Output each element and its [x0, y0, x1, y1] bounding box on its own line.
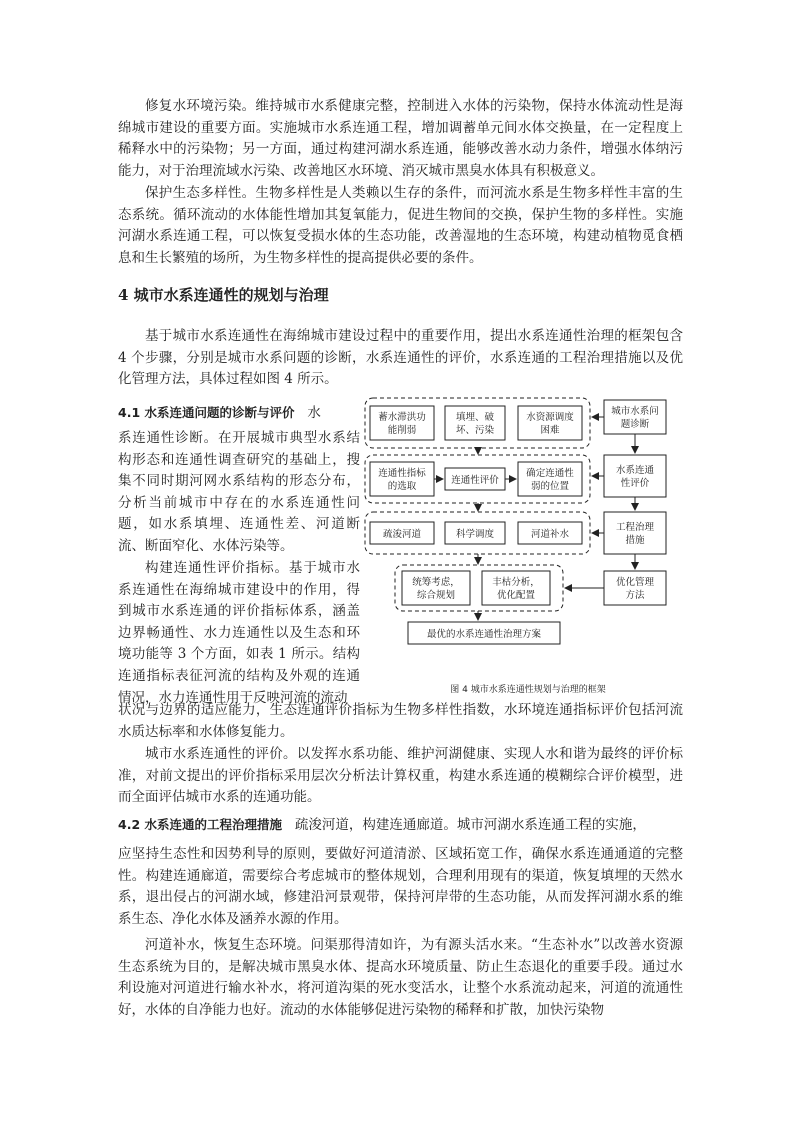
row1-item-1-a: 蓄水滞洪功 [378, 412, 426, 423]
figure-caption: 图 4 城市水系连通性规划与治理的框架 [450, 685, 606, 695]
paragraph-water-supply: 河道补水，恢复生态环境。问渠那得清如许，为有源头活水来。“生态补水”以改善水资源生态系统为目的，是解决城市黑臭水体、提高水环境质量、防止生态退化的重要手段。通过水利设施对河道进行输水补水，将河道沟渠的死水变活水，让整个水系流动起来，河道的流通性好，水体的自净能力也好。流动的水体能够促进污染物的稀释和扩散，加快污染物 [118, 937, 683, 1018]
row2-item-1-b: 的选取 [387, 481, 417, 492]
row4-item-2-a: 丰枯分析， [492, 577, 540, 588]
row1-item-2-b: 坏、污染 [455, 425, 495, 436]
step-1-b: 题诊断 [620, 419, 650, 430]
section-4-1-heading: 4.1 水系连通问题的诊断与评价 [118, 405, 295, 420]
row1-item-1-b: 能削弱 [387, 425, 417, 436]
section-4-2-line [118, 814, 683, 837]
paragraph-biodiversity: 保护生态多样性。生物多样性是人类赖以生存的条件，而河流水系是生物多样性丰富的生态系统。循环流动的水体能性增加其复氧能力，促进生物间的交换，保护生物的多样性。实施河湖水系连通工程，可以恢复受损水体的生态功能，改善湿地的生态环境，构建动植物觅食栖息和生长繁殖的场所，为生物多样性的提高提供必要的条件。 [118, 185, 683, 266]
row4-item-1-a: 统筹考虑， [412, 577, 460, 588]
step-2-b: 性评价 [620, 478, 650, 489]
section-4-1-line [118, 402, 360, 425]
row4-item-1-b: 综合规划 [416, 590, 456, 601]
section-4-1-lead: 水 [307, 405, 321, 421]
paragraph-framework-intro: 基于城市水系连通性在海绵城市建设过程中的重要作用，提出水系连通性治理的框架包含 4 个步骤，分别是城市水系问题的诊断，水系连通性的评价，水系连通的工程治理措施以及优化管理方法，具体过程如图 4 所示。 [118, 328, 683, 388]
row2-item-3-b: 弱的位置 [530, 481, 570, 492]
section-4-heading: 4 城市水系连通性的规划与治理 [118, 286, 329, 304]
paragraph-corridor: 应坚持生态性和因势利导的原则，要做好河道清淤、区域拓宽工作，确保水系连通通道的完整性。构建连通廊道，需要综合考虑城市的整体规划，合理利用现有的渠道，恢复填埋的天然水系，退出侵占的河湖水域，修建沿河景观带，保持河岸带的生态功能，从而发挥河湖水系的维系生态、净化水体及涵养水源的作用。 [118, 846, 683, 927]
row3-item-1: 疏浚河道 [382, 529, 422, 540]
section-4-2-lead: 疏浚河道，构建连通廊道。城市河湖水系连通工程的实施， [294, 817, 646, 833]
row1-item-3-a: 水资源调度 [526, 412, 574, 423]
step-4-a: 优化管理 [615, 577, 655, 588]
figure-4-flowchart [360, 392, 690, 702]
row2-item-2: 连通性评价 [451, 475, 499, 486]
column-paragraph-diagnosis: 系连通性诊断。在开展城市典型水系结构形态和连通性调查研究的基础上，搜集不同时期河网水系结构的形态分布，分析当前城市中存在的水系连通性问题，如水系填埋、连通性差、河道断流、断面窄化、水体污染等。 [118, 430, 360, 554]
row1-item-3-b: 困难 [540, 425, 560, 436]
row2-item-3-a: 确定连通性 [526, 468, 574, 479]
step-1-a: 城市水系问 [611, 406, 659, 417]
group-row-4 [395, 565, 563, 611]
paragraph-continuation: 状况与边界的适应能力，生态连通评价指标为生物多样性指数，水环境连通指标评价包括河流水质达标率和水体修复能力。 [118, 702, 683, 740]
row2-item-1-a: 连通性指标 [378, 468, 426, 479]
column-paragraph-indicators: 构建连通性评价指标。基于城市水系连通性在海绵城市建设中的作用，得到城市水系连通的评价指标体系，涵盖边界畅通性、水力连通性以及生态和环境功能等 3 个方面，如表 1 所示。结构连通指标表征河流的结构及外观的连通情况，水力连通性用于反映河流的流动 [118, 560, 360, 706]
row3-item-2: 科学调度 [455, 529, 495, 540]
step-3-b: 措施 [625, 535, 645, 546]
box-step-3 [604, 512, 666, 554]
section-4-2-heading: 4.2 水系连通的工程治理措施 [118, 817, 282, 832]
paragraph-evaluation: 城市水系连通性的评价。以发挥水系功能、维护河湖健康、实现人水和谐为最终的评价标准，对前文提出的评价指标采用层次分析法计算权重，构建水系连通的模糊综合评价模型，进而全面评估城市水系的连通功能。 [118, 746, 683, 806]
row4-item-2-b: 优化配置 [496, 590, 536, 601]
paragraph-water-pollution: 修复水环境污染。维持城市水系健康完整，控制进入水体的污染物，保持水体流动性是海绵城市建设的重要方面。实施城市水系连通工程，增加调蓄单元间水体交换量，在一定程度上稀释水中的污染物；另一方面，通过构建河湖水系连通，能够改善水动力条件，增强水体纳污能力，对于治理流域水污染、改善地区水环境、消灭城市黑臭水体具有积极意义。 [118, 98, 683, 179]
row3-item-3: 河道补水 [530, 529, 570, 540]
row1-item-2-a: 填埋、破 [455, 412, 495, 423]
step-3-a: 工程治理 [615, 522, 655, 533]
box-step-2 [604, 455, 666, 497]
result-label: 最优的水系连通性治理方案 [426, 629, 542, 640]
step-2-a: 水系连通 [615, 465, 655, 476]
step-4-b: 方法 [625, 590, 645, 601]
